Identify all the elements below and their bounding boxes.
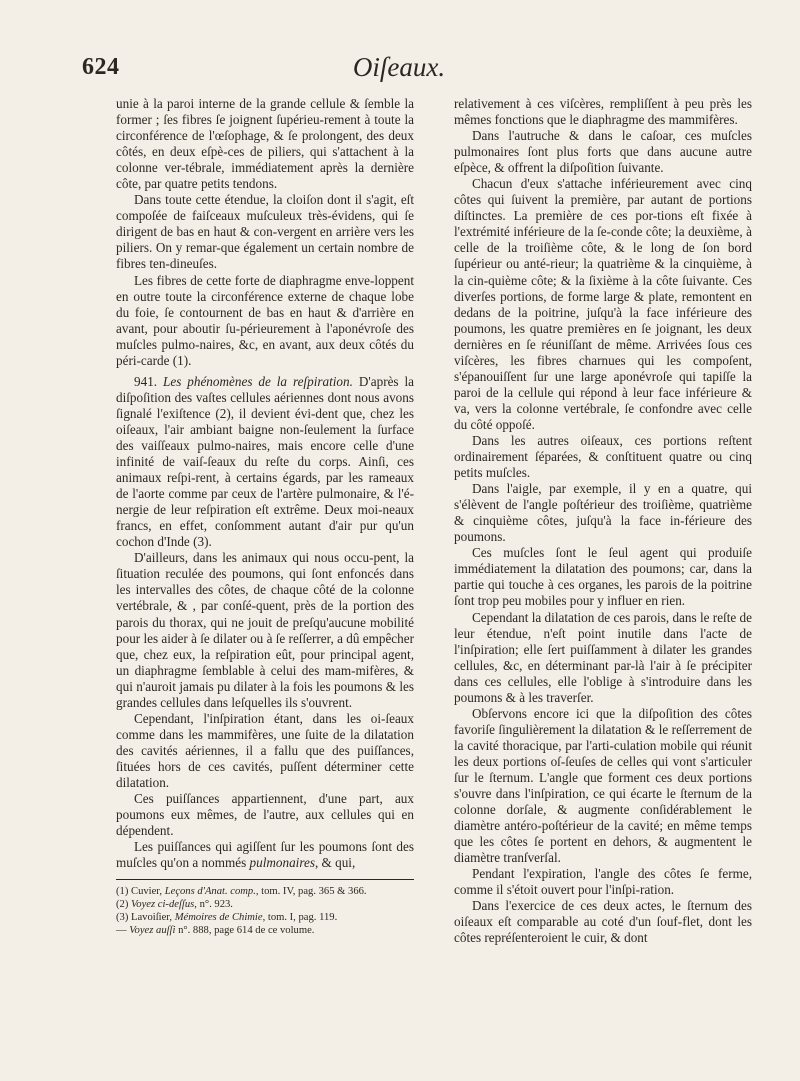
page-header xyxy=(82,52,716,86)
footnote-2 xyxy=(116,898,414,911)
paragraph: Dans les autres oiſeaux, ces portions reſtent ordinairement ſéparées, & conſtituent quatre ou cinq petits muſcles. xyxy=(454,432,752,481)
text-run: (3) Lavoiſier, xyxy=(116,912,175,924)
paragraph: Chacun d'eux s'attache inférieurement avec cinq côtes qui ſuivent la première, par autant de portions diſtinctes. La première de ces por-tions eſt fixée à l'extrémité inférieure de la ſe-conde côte; la deuxième, à celle de la troiſième côte, & le long de ſon bord ſupérieur ou anté-rieur; la quatrième & la cinquième, à la cin-quième côte; & la ſixième à la côte ſuivante. Ces diverſes portions, de forme large & plate, remontent en dedans de la poitrine, juſqu'à la face inférieure des poumons, les quatre premières en ſe joignant, les deux dernières en ſe réuniſſant de même. Arrivées ſous ces viſcères, les fibres charnues qui les compoſent, s'épanouiſſent ſur une large aponévroſe qui tapiſſe la paroi de la cellule qui répond à leur face inférieure & va, vers la colonne vertébrale, ſe confondre avec celle du côté oppoſé. xyxy=(454,176,752,432)
italic-term: Mémoires de Chimie xyxy=(174,912,263,924)
paragraph: Les fibres de cette forte de diaphragme enve-loppent en outre toute la circonférence externe de chaque lobe du foie, ſe contournent de bas en haut & d'arrière en avant, pour aboutir ſu-périeurement à l'aponévroſe des muſcles pulmo-naires, &c, en avant, aux deux côtés du péri-carde (1). xyxy=(116,272,414,368)
paragraph: Ces muſcles ſont le ſeul agent qui produiſe immédiatement la dilatation des poumons; car, dans la partie qui touche à ces organes, les parois de la poitrine ſont trop peu mobiles pour y influer en rien. xyxy=(454,545,752,609)
italic-term: Leçons d'Anat. comp. xyxy=(164,886,256,898)
paragraph: Cependant la dilatation de ces parois, dans le reſte de leur étendue, n'eſt point inutile dans l'acte de l'inſpiration; elle ſert puiſſamment à dilater les grandes cellules, &c, en déterminant par-là l'air à ſe précipiter dans ces cellules, elle l'oblige à s'introduire dans les poumons & à les traverſer. xyxy=(454,609,752,705)
italic-term: Voyez ci-deſſus xyxy=(131,899,195,911)
paragraph: Pendant l'expiration, l'angle des côtes ſe ferme, comme il s'étoit ouvert pour l'inſpi-ration. xyxy=(454,866,752,898)
text-run: n°. 888, page 614 de ce volume. xyxy=(175,925,315,937)
paragraph xyxy=(116,839,414,871)
left-column xyxy=(116,96,414,937)
text-run: , n°. 923. xyxy=(194,899,233,911)
section-text: D'après la diſpoſition des vaſtes cellules aériennes dont nous avons ſignalé l'exiſtence (2), il devient évi-dent que, chez les oiſeaux, l'air ambiant baigne non-ſeulement la ſurface des vaiſſeaux pulmo-naires, mais encore celle d'une infinité de vaiſ-ſeaux du reſte du corps. Ainſi, ces animaux reſpi-rent, à certains égards, par les rameaux de l'aorte comme par ceux de l'artère pulmonaire, & l'é-nergie de leur reſpiration eſt extrême. Deux moi-neaux francs, en effet, conſomment autant d'air pur qu'un cochon d'Inde (3). xyxy=(116,373,415,550)
right-column xyxy=(454,96,752,946)
paragraph: Dans l'autruche & dans le caſoar, ces muſcles pulmonaires ſont plus forts que dans aucune autre eſpèce, & offrent la diſpoſition ſuivante. xyxy=(454,128,752,176)
footnote-1 xyxy=(116,885,414,898)
text-run: , tom. I, pag. 119. xyxy=(262,912,338,924)
paragraph: relativement à ces viſcères, rempliſſent à peu près les mêmes fonctions que le diaphragme des mammifères. xyxy=(454,96,752,128)
section-number: 941. xyxy=(134,373,158,389)
footnote-3-continued xyxy=(116,924,414,937)
paragraph: Ces puiſſances appartiennent, d'une part, aux poumons eux mêmes, de l'autre, aux cellules qui en dépendent. xyxy=(116,791,414,839)
footnote-3 xyxy=(116,911,414,924)
text-run: , & qui, xyxy=(314,855,356,871)
running-title: Oiſeaux. xyxy=(352,52,446,82)
text-run: (1) Cuvier, xyxy=(116,886,165,898)
text-run: (2) xyxy=(116,899,132,911)
page-number: 624 xyxy=(82,54,120,80)
italic-term: pulmonaires xyxy=(249,855,315,871)
paragraph: Dans l'exercice de ces deux actes, le ſternum des oiſeaux eſt comparable au coté d'un ſouf-flet, dont les côtes repréſenteroient le cuir, & dont xyxy=(454,898,752,946)
paragraph: Cependant, l'inſpiration étant, dans les oi-ſeaux comme dans les mammifères, une ſuite de la dilatation des cavités aériennes, il a fallu que des puiſſances, ſituées hors de ces cavités, puſſent déterminer cette dilatation. xyxy=(116,710,414,790)
paragraph: Dans toute cette étendue, la cloiſon dont il s'agit, eſt compoſée de faiſceaux muſculeux très-évidens, qui ſe dirigent de bas en haut & con-vergent en arrière vers les piliers. On y remar-que également un certain nombre de fibres ten-dineuſes. xyxy=(116,192,414,272)
text-run: — xyxy=(116,925,130,937)
paragraph: D'ailleurs, dans les animaux qui nous occu-pent, la ſituation reculée des poumons, qui ſont enfoncés dans les intervalles des côtes, de chaque côté de la colonne vertébrale, & , par conſé-quent, près de la portion des parois du thorax, qui ne jouit de preſqu'aucune mobilité pour les aider à ſe dilater ou à ſe reſſerrer, a dû empêcher que, chez eux, la reſpiration eût, pour principal agent, un diaphragme ſemblable à celui des mam-mifères, & qui n'auroit jamais pu dilater à la fois les poumons & les grandes cellules dans leſquelles ils s'ouvrent. xyxy=(116,550,414,710)
paragraph: Obſervons encore ici que la diſpoſition des côtes favoriſe ſingulièrement la dilatation & le reſſerrement de la cavité thoracique, par l'arti-culation mobile qui réunit les deux portions oſ-ſeuſes de celles qui vont s'articuler ſur le ſternum. L'angle que forment ces deux portions s'ouvre dans l'inſpiration, ce qui écarte le ſternum de la colonne dorſale, & augmente conſidérablement le diamètre antéro-poſtérieur de la cavité; en même temps que les côtes ſe portent en dehors, & augmentent le diamètre tranſverſal. xyxy=(454,705,752,866)
text-run: Les puiſſances qui agiſſent ſur les poumons ſont des muſcles qu'on a nommés xyxy=(116,839,414,871)
paragraph: unie à la paroi interne de la grande cellule & ſemble la former ; ſes fibres ſe joignent ſupérieu-rement à toute la circonférence de l'œſophage, & ſe prolongent, des deux côtés, en deux eſpè-ces de piliers, qui s'attachent à la colonne ver-tébrale, immédiatement après la dernière côte, par quatre petits tendons. xyxy=(116,96,414,192)
section-941 xyxy=(116,374,414,551)
footnote-divider xyxy=(116,879,414,880)
text-run: , tom. IV, pag. 365 & 366. xyxy=(255,886,367,898)
paragraph: Dans l'aigle, par exemple, il y en a quatre, qui s'élèvent de l'angle poſtérieur des troiſième, quatrième & cinquième côtes, juſqu'à la face in-férieure des poumons. xyxy=(454,481,752,545)
section-title: Les phénomènes de la reſpiration. xyxy=(163,373,353,389)
italic-term: Voyez auſſi xyxy=(129,925,176,937)
footnotes xyxy=(116,885,414,937)
